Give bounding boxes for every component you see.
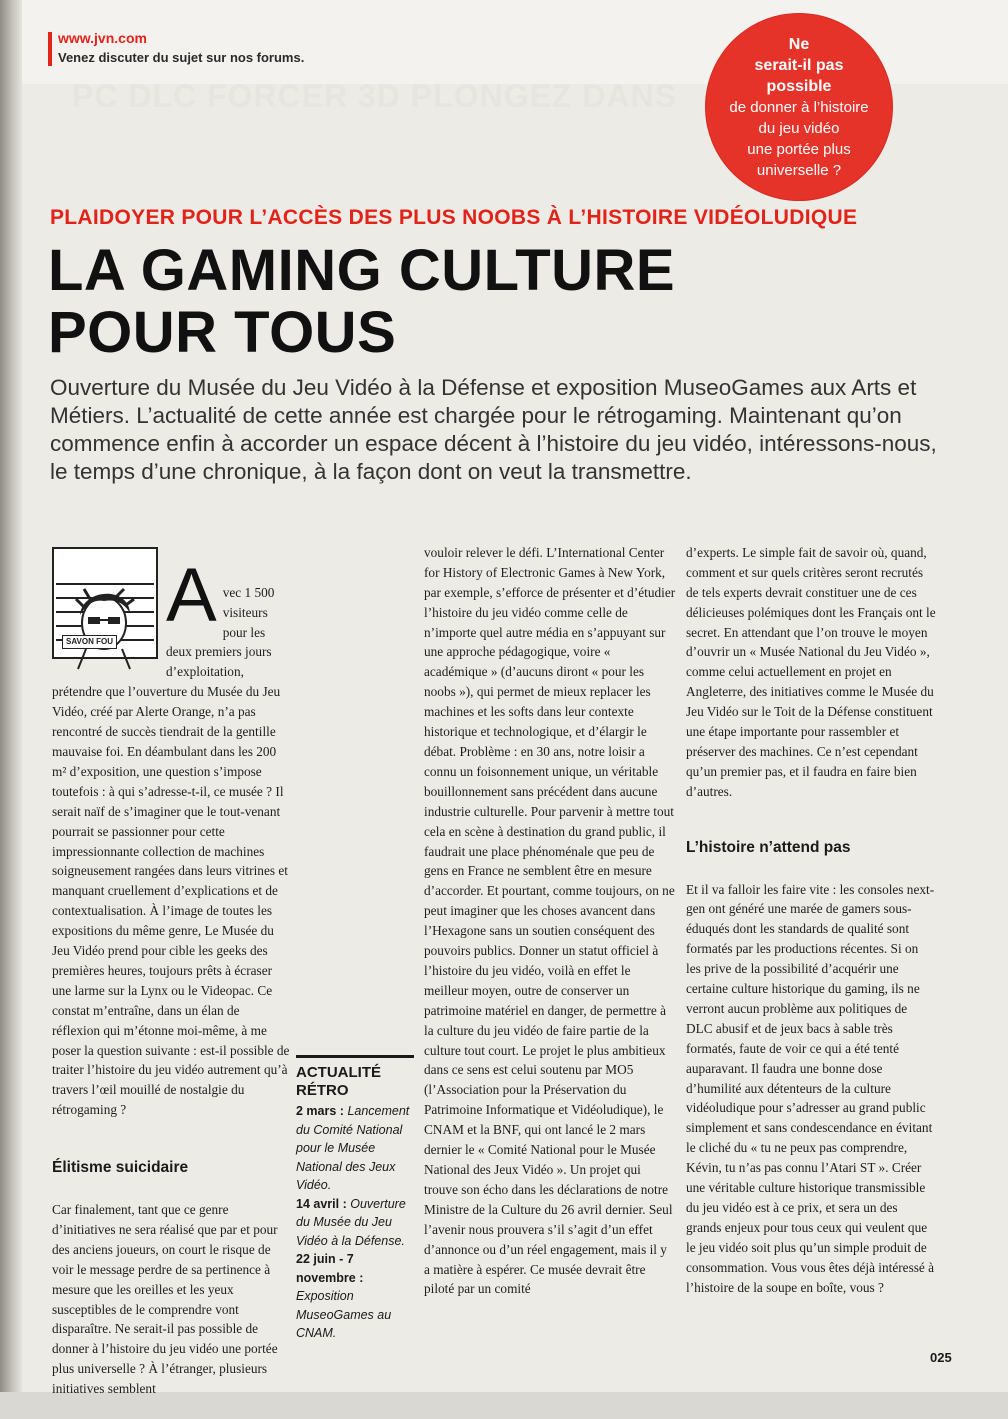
avatar-label: SAVON FOU [62, 635, 117, 649]
retro-event-date: 14 avril : [296, 1196, 347, 1211]
body-paragraph: Car finalement, tant que ce genre d’initiatives ne sera réalisé que par et pour des anciens joueurs, on court le risque de voir le message perdre de sa pertinence à mesure que les oreilles et les yeux susceptibles de le comprendre vont disparaître. Ne serait-il pas possible de donner à l’histoire du jeu vidéo une portée plus universelle ? À l’étranger, plusieurs initiatives semblent [52, 1202, 278, 1397]
retro-event-text: Lancement du Comité National pour le Musée National des Jeux Vidéo. [296, 1104, 410, 1192]
retro-news-box [296, 1055, 414, 1343]
article-title-line: LA GAMING CULTURE [48, 238, 676, 303]
retro-news-title [296, 1064, 414, 1100]
cartoon-face-icon [54, 569, 156, 677]
body-paragraph: vec 1 500 visiteurs pour les deux premiers jours d’exploitation, prétendre que l’ouverture du Musée du Jeu Vidéo, créé par Alerte Orange, n’a pas rencontré de succès tiendrait de la gentille mauvaise foi. En déambulant dans les 200 m² d’exposition, une question s’impose toutefois : à qui s’adresse-t-il, ce musée ? Il serait naïf de s’imaginer que le tout-venant pourrait se passionner pour cette impressionnante collection de machines soigneusement rangées dans leurs vitrines et manquant cruellement d’explications et de contextualisation. À l’image de toutes les expositions du même genre, Le Musée du Jeu Vidéo prend pour cible les geeks des premières heures, toujours prêts à écraser une larme sur la Lynx ou le Videopac. Ce constat m’entraîne, dans un élan de réflexion qui m’étonne moi-même, à me poser la question suivante : est-il possible de traiter l’histoire du jeu vidéo autrement qu’à travers l’œil mouillé de nostalgie du rétrogaming ? [52, 584, 290, 1118]
forum-invite-text: Venez discuter du sujet sur nos forums. [58, 50, 305, 65]
section-subhead: L’histoire n’attend pas [686, 838, 851, 856]
article-kicker: PLAIDOYER POUR L’ACCÈS DES PLUS NOOBS À L’HISTOIRE VIDÉOLUDIQUE [50, 206, 858, 229]
pullquote-line: de donner à l’histoire [729, 98, 869, 116]
retro-news-title-line: ACTUALITÉ [296, 1064, 381, 1081]
section-subhead: Élitisme suicidaire [52, 1159, 189, 1177]
drop-cap: A [166, 552, 217, 638]
pullquote-bold-line: serait-il pas [754, 56, 844, 74]
pullquote-line: du jeu vidéo [758, 119, 840, 137]
article-title-line: POUR TOUS [48, 300, 397, 365]
retro-event [296, 1250, 414, 1343]
ghost-header-strip: PC DLC FORCER 3D PLONGEZ DANS [72, 78, 678, 114]
magazine-page [22, 0, 1008, 1397]
retro-event [296, 1195, 414, 1251]
pullquote-bold-line: Ne [788, 35, 810, 53]
article-lede: Ouverture du Musée du Jeu Vidéo à la Défense et exposition MuseoGames aux Arts et Métiers. L’actualité de cette année est chargée pour le rétrogaming. Maintenant qu’on commence enfin à accorder un espace décent à l’histoire du jeu vidéo, intéressons-nous, le temps d’une chronique, à la façon dont on veut la transmettre. [50, 375, 937, 484]
retro-event-date: 2 mars : [296, 1104, 344, 1118]
page-number: 025 [930, 1350, 952, 1365]
site-url-link[interactable]: www.jvn.com [58, 30, 147, 46]
pullquote-line: une portée plus [747, 140, 851, 158]
article-column-2 [424, 523, 676, 1319]
retro-news-title-line: RÉTRO [296, 1082, 349, 1099]
author-avatar [52, 547, 158, 659]
body-paragraph: Et il va falloir les faire vite : les consoles next-gen ont généré une marée de gamers sous-éduqués dont les standards de qualité sont formatés par les productions récentes. Si on les prive de la possibilité d’acquérir une certaine culture historique du gaming, ils ne verront aucun problème aux politiques de DLC abusif et de jeux bacs à sable très formatés, faute de voir ce qui a été tenté auparavant. Il faudra une bonne dose d’humilité aux détenteurs de la culture vidéoludique pour s’adresser au grand public simplement et sans condescendance en évitant le cliché du « tu ne peux pas comprendre, Kévin, tu n’as pas connu l’Atari ST ». Créer une véritable culture historique transmissible du jeu vidéo est à ce prix, et sera un des grands enjeux pour tous ceux qui veulent que le jeu vidéo soit plus qu’un simple produit de consommation. Vous vous êtes déjà intéressé à l’histoire de la soupe en boîte, vous ? [686, 881, 935, 1295]
retro-event-date: 22 juin - 7 novembre : [296, 1252, 364, 1285]
pullquote-line: universelle ? [756, 161, 842, 179]
page-spine-shadow [0, 0, 22, 1392]
article-column-1 [52, 523, 290, 1419]
retro-event [296, 1102, 414, 1195]
article-title [48, 240, 948, 364]
pullquote-bubble [706, 14, 892, 200]
site-accent-bar [48, 32, 52, 66]
pullquote-bold-line: possible [766, 77, 832, 95]
retro-event-text: Ouverture du Musée du Jeu Vidéo à la Défense. [296, 1196, 406, 1248]
body-paragraph: d’experts. Le simple fait de savoir où, quand, comment et sur quels critères seront recrutés de tels experts devrait constituer une de ces délicieuses polémiques dont les Français ont le secret. En attendant que l’on trouve le moyen d’ouvrir un « Musée National du Jeu Vidéo », comme celui actuellement en projet en Angleterre, des initiatives comme le Musée du Jeu Vidéo sur le Toit de la Défense constituent une étape importante pour rassembler et préserver des machines. Ce n’est cependant qu’un premier pas, et il faudra en faire bien d’autres. [686, 544, 936, 799]
body-paragraph: vouloir relever le défi. L’International Center for History of Electronic Games à New York, par exemple, s’efforce de présenter et d’étudier l’histoire du jeu vidéo comme celle de n’importe quel autre média en s’appuyant sur une approche pédagogique, voire « académique » (d’aucuns diront « pour les noobs »), qui permet de mieux replacer les machines et les softs dans leur contexte historique et technologique, et d’élargir le débat. Problème : en 30 ans, notre loisir a connu un foisonnement unique, un véritable bouillonnement sans précédent dans aucune industrie culturelle. Pour parvenir à mettre tout cela en scène à destination du grand public, il faudrait une place phénoménale que peu de gens en France ne semblent être en mesure d’accorder. Et pourtant, comme toujours, on ne peut imaginer que les choses avancent dans l’Hexagone sans un soutien conséquent des pouvoirs publics. Donner un statut officiel à l’histoire du jeu vidéo, voilà en effet le meilleur moyen, outre de conserver un patrimoine matériel en danger, de permettre à la culture du jeu vidéo de faire partie de la culture tout court. Le projet le plus ambitieux dans ce sens est celui soutenu par MO5 (l’Association pour la Préservation du Patrimoine Informatique et Vidéoludique), le CNAM et la BNF, qui ont lancé le 2 mars dernier le « Comité National pour le Musée National des Jeux Vidéo ». Un projet qui trouve son écho dans les déclarations de notre Ministre de la Culture du 26 avril dernier. Seul l’avenir nous prouvera s’il s’agit d’un effet d’annonce ou d’un réel engagement, mais il y a matière à espérer. Ce musée devrait être piloté par un comité [424, 544, 676, 1297]
article-column-3 [686, 523, 936, 1317]
retro-event-text: Exposition MuseoGames au CNAM. [296, 1289, 392, 1340]
